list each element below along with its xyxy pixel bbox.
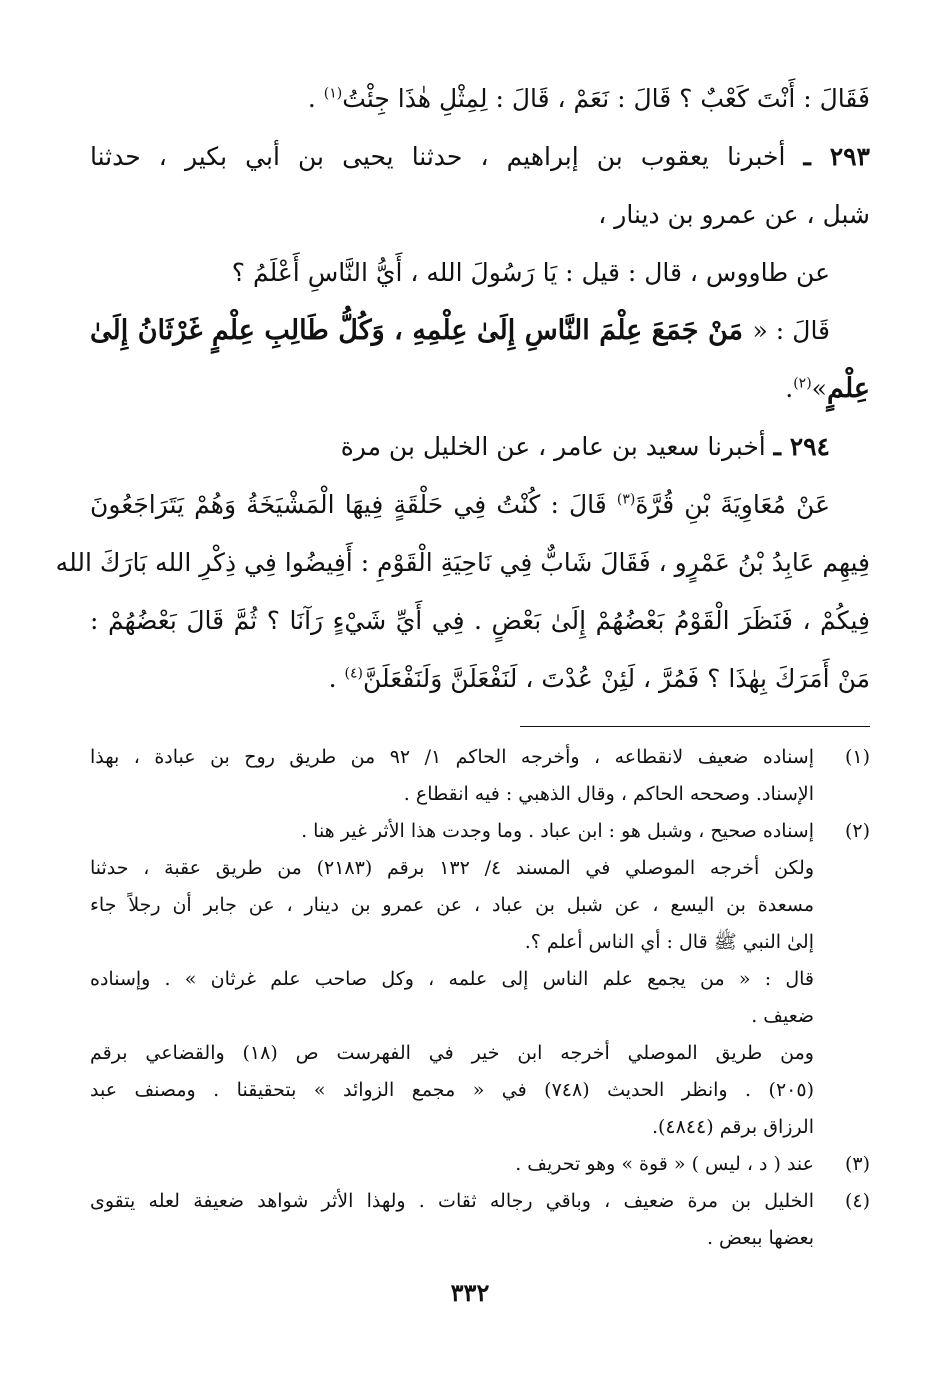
text-line: عِلْمٍ»$^{(٢)}$. <box>785 373 870 404</box>
text-line: عن طاووس ، قال : قيل : يَا رَسُولَ الله ، أَيُّ النَّاسِ أَعْلَمُ ؟ <box>231 258 830 287</box>
text-line: فِيهِم عَابِدُ بْنُ عَمْرٍو ، فَقَالَ شَابٌّ فِي نَاحِيَةِ الْقَوْمِ : أَفِيضُوا فِي ذِكْرِ الله بَارَكَ الله <box>55 548 870 577</box>
text-line: مَنْ أَمَرَكَ بِهٰذَا ؟ فَمُرَّ ، لَئِنْ عُدْتَ ، لَنَفْعَلَنَّ وَلَنَفْعَلَنَّ$^{(٤)}$ . <box>328 664 870 693</box>
footnote-ref-2[interactable]: (٢) <box>793 375 812 392</box>
main-text <box>55 70 870 708</box>
text-line: شبل ، عن عمرو بن دينار ، <box>598 200 870 229</box>
footnote-number: (٤) <box>844 1190 870 1212</box>
footnote-number: (١) <box>844 746 870 768</box>
footnote-1: (١) إسناده ضعيف لانقطاعه ، وأخرجه الحاكم ١/ ٩٢ من طريق روح بن عبادة ، بهذا الإسناد. وصححه الحاكم ، وقال الذهبي : فيه انقطاع . <box>90 739 870 813</box>
footnote-ref-1[interactable]: (١) <box>323 85 343 102</box>
footnote-2: (٢) إسناده صحيح ، وشبل هو : ابن عباد . وما وجدت هذا الأثر غير هنا . ولكن أخرجه الموصلي في المسند ٤/ ١٣٢ برقم (٢١٨٣) من طريق عقبة ، حدثنا مسعدة بن اليسع ، عن شبل بن عباد ، عن عمرو بن دينار ، عن جابر أن رجلاً جاء إلىٰ النبي ﷺ قال : أي الناس أعلم ؟. قال : « من يجمع علم الناس إلى علمه ، وكل صاحب علم غرثان » . وإسناده ضعيف . ومن طريق الموصلي أخرجه ابن خير في الفهرست ص (١٨) والقضاعي برقم (٢٠٥) . وانظر الحديث (٧٤٨) في « مجمع الزوائد » بتحقيقنا . ومصنف عبد الرزاق برقم (٤٨٤٤). <box>90 813 870 1146</box>
page-number: ٣٣٢ <box>450 1278 490 1307</box>
footnotes <box>90 739 870 1257</box>
hadith-number-294: ٢٩٤ ـ <box>773 432 830 461</box>
footnote-divider <box>520 726 870 727</box>
hadith-number-293: ٢٩٣ ـ <box>803 142 870 171</box>
footnote-ref-3[interactable]: (٣) <box>616 491 636 508</box>
footnote-4: (٤) الخليل بن مرة ضعيف ، وباقي رجاله ثقات . ولهذا الأثر شواهد ضعيفة لعله يتقوى بعضها ببعض . <box>90 1183 870 1257</box>
text-line: قَالَ : « مَنْ جَمَعَ عِلْمَ النَّاسِ إِلَىٰ عِلْمِهِ ، وَكُلُّ طَالِبِ عِلْمٍ غَرْثَانُ إِلَىٰ <box>90 315 831 346</box>
text-line: فَقَالَ : أَنْتَ كَعْبٌ ؟ قَالَ : نَعَمْ ، قَالَ : لِمِثْلِ هٰذَا جِئْتُ$^{(١)}$ . <box>307 84 870 113</box>
footnote-number: (٢) <box>844 820 870 842</box>
hadith-293-heading: ٢٩٣ ـ أخبرنا يعقوب بن إبراهيم ، حدثنا يحيى بن أبي بكير ، حدثنا <box>90 142 870 171</box>
footnote-ref-4[interactable]: (٤) <box>344 665 364 682</box>
footnote-3: (٣) عند ( د ، ليس ) « قوة » وهو تحريف . <box>90 1146 870 1183</box>
text-line: عَنْ مُعَاوِيَةَ بْنِ قُرَّةَ$^{(٣)}$ قَالَ : كُنْتُ فِي حَلْقَةٍ فِيهَا الْمَشْيَخَةُ وَهُمْ يَتَرَاجَعُونَ <box>90 490 831 519</box>
text-line: فِيكُمْ ، فَنَظَرَ الْقَوْمُ بَعْضُهُمْ إِلَىٰ بَعْضٍ . فِي أَيِّ شَيْءٍ رَآنَا ؟ ثُمَّ قَالَ بَعْضُهُمْ : <box>90 606 870 635</box>
hadith-294-heading: ٢٩٤ ـ أخبرنا سعيد بن عامر ، عن الخليل بن مرة <box>340 432 830 461</box>
page-body <box>55 70 870 1257</box>
footnote-number: (٣) <box>844 1153 870 1175</box>
